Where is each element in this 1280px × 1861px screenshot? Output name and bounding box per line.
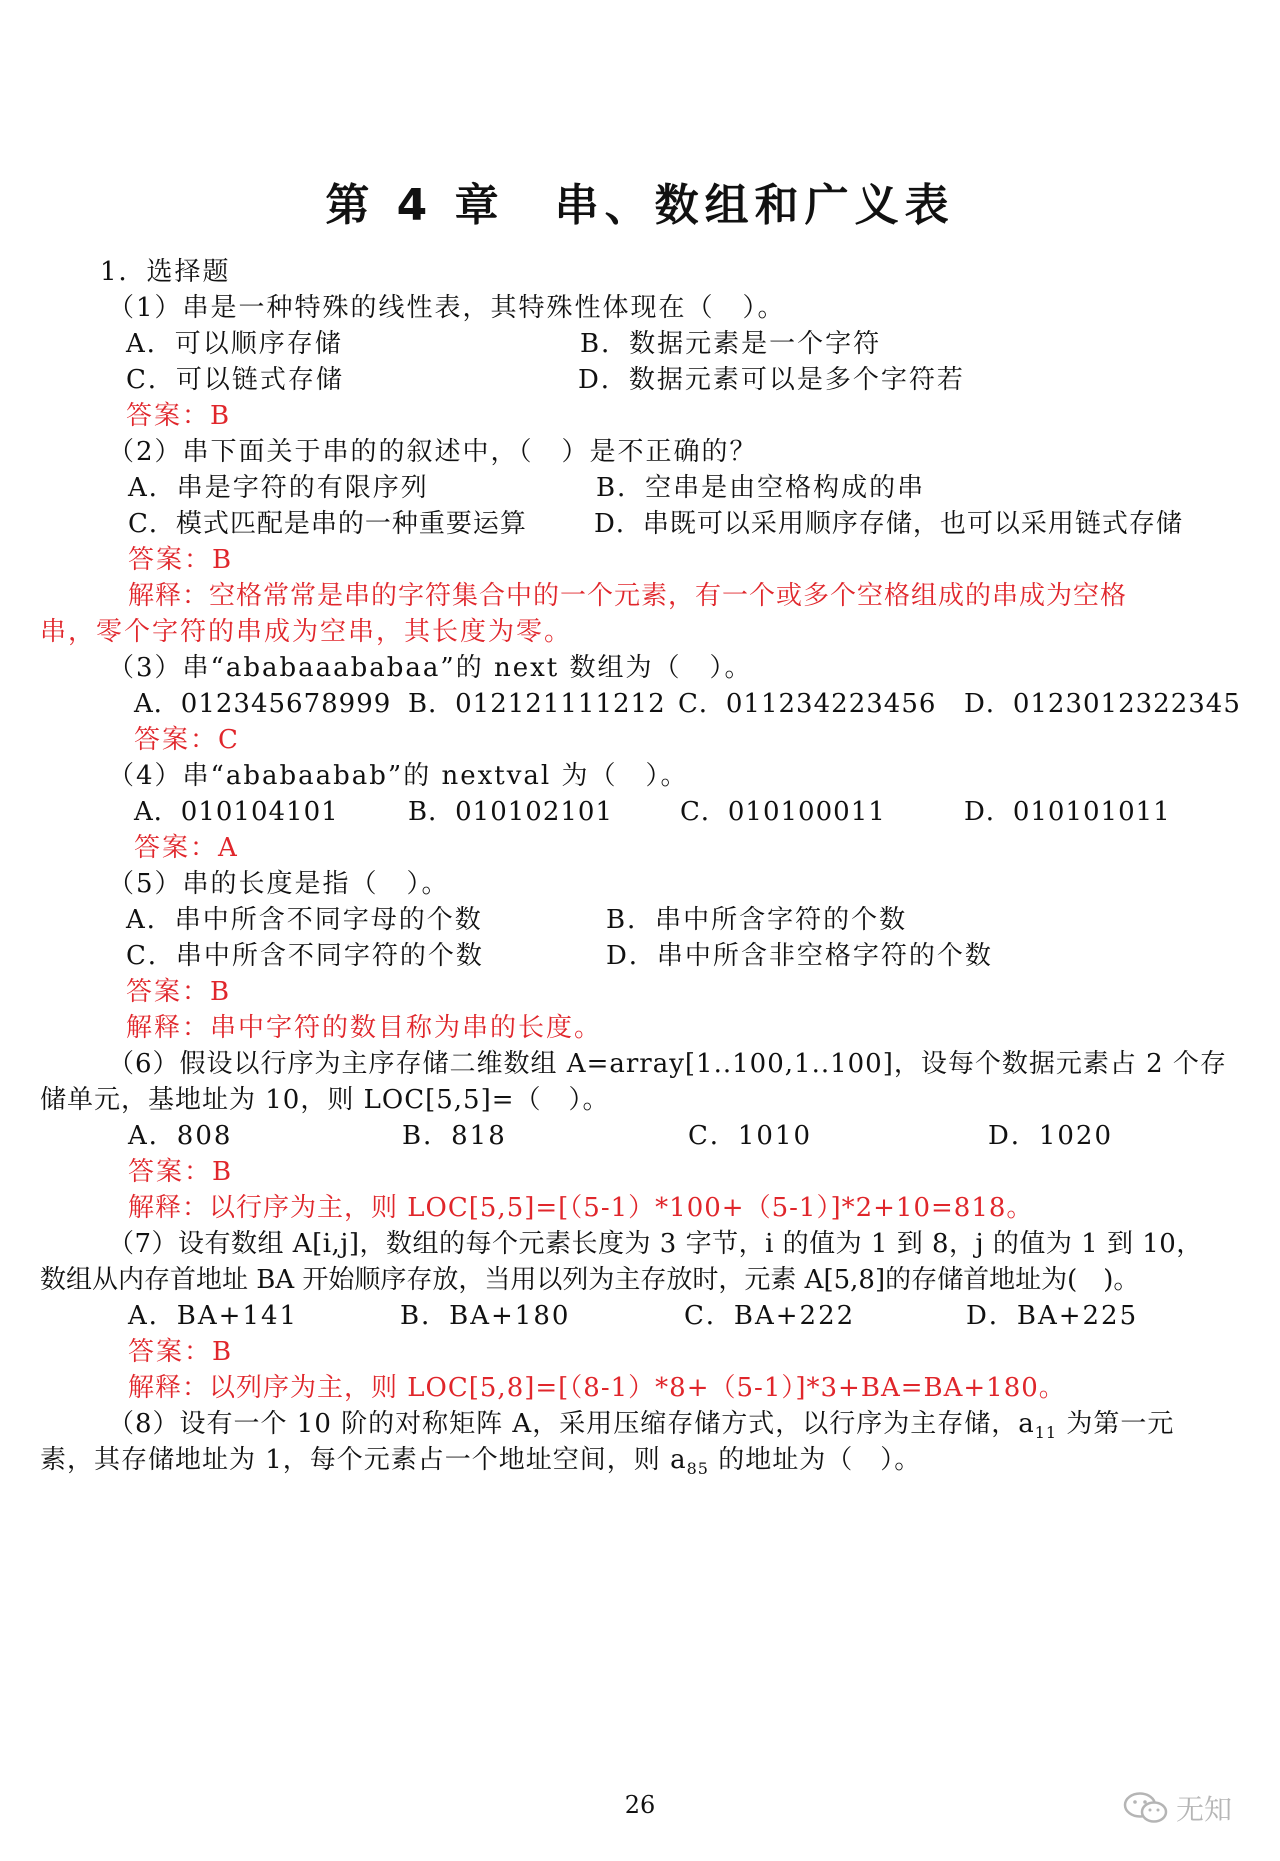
question-8-stem: （8）设有一个 10 阶的对称矩阵 A，采用压缩存储方式，以行序为主存储，$a_{11}$ 为第一元 bbox=[108, 1409, 1175, 1443]
question-2-option-c: C．模式匹配是串的一种重要运算 bbox=[128, 509, 527, 539]
question-2-option-b: B．空串是由空格构成的串 bbox=[596, 473, 926, 503]
question-1-answer: 答案：B bbox=[126, 401, 232, 431]
question-2-option-a: A．串是字符的有限序列 bbox=[128, 473, 429, 503]
question-4-option-b: B．010102101 bbox=[408, 797, 613, 827]
question-3-answer: 答案：C bbox=[134, 725, 240, 755]
question-3-option-c: C．011234223456 bbox=[678, 689, 937, 719]
question-1-option-b: B．数据元素是一个字符 bbox=[580, 329, 882, 359]
question-5-option-b: B．串中所含字符的个数 bbox=[606, 905, 908, 935]
question-2-explanation: 解释：空格常常是串的字符集合中的一个元素，有一个或多个空格组成的串成为空格 bbox=[128, 581, 1128, 611]
question-2-answer: 答案：B bbox=[128, 545, 234, 575]
question-1-option-d: D．数据元素可以是多个字符若 bbox=[578, 365, 965, 395]
question-1-option-a: A．可以顺序存储 bbox=[126, 329, 343, 359]
question-4-stem: （4）串“ababaabab”的 nextval 为（ ）。 bbox=[108, 761, 689, 791]
question-5-answer: 答案：B bbox=[126, 977, 232, 1007]
question-8-stem-continued: 素，其存储地址为 1，每个元素占一个地址空间，则 $a_{85}$ 的地址为（ ）。 bbox=[40, 1445, 922, 1479]
question-7-option-d: D．BA+225 bbox=[966, 1301, 1139, 1331]
wechat-icon bbox=[1122, 1791, 1170, 1825]
question-7-option-c: C．BA+222 bbox=[684, 1301, 856, 1331]
question-2-explanation-continued: 串，零个字符的串成为空串，其长度为零。 bbox=[40, 617, 573, 647]
question-6-stem-continued: 储单元，基地址为 10，则 LOC[5,5]=（ ）。 bbox=[40, 1085, 610, 1115]
question-7-explanation: 解释：以列序为主，则 LOC[5,8]=[（8-1）*8+（5-1）]*3+BA=BA+180。 bbox=[128, 1373, 1066, 1403]
question-1-option-c: C．可以链式存储 bbox=[126, 365, 344, 395]
question-1-stem: （1）串是一种特殊的线性表，其特殊性体现在（ ）。 bbox=[108, 293, 786, 323]
question-3-option-d: D．0123012322345 bbox=[964, 689, 1241, 719]
question-7-option-a: A．BA+141 bbox=[128, 1301, 299, 1331]
question-5-option-d: D．串中所含非空格字符的个数 bbox=[606, 941, 993, 971]
question-6-option-a: A．808 bbox=[128, 1121, 233, 1151]
question-5-stem: （5）串的长度是指（ ）。 bbox=[108, 869, 450, 899]
question-5-option-c: C．串中所含不同字符的个数 bbox=[126, 941, 484, 971]
question-3-stem: （3）串“ababaaababaa”的 next 数组为（ ）。 bbox=[108, 653, 753, 683]
question-6-option-b: B．818 bbox=[402, 1121, 507, 1151]
question-4-option-d: D．010101011 bbox=[964, 797, 1171, 827]
question-6-answer: 答案：B bbox=[128, 1157, 234, 1187]
watermark bbox=[1122, 1788, 1232, 1828]
question-6-explanation: 解释：以行序为主，则 LOC[5,5]=[（5-1）*100+（5-1）]*2+10=818。 bbox=[128, 1193, 1034, 1223]
question-3-option-b: B．012121111212 bbox=[408, 689, 666, 719]
question-4-option-c: C．010100011 bbox=[680, 797, 886, 827]
question-6-stem: （6）假设以行序为主序存储二维数组 A=array[1..100,1..100]，设每个数据元素占 2 个存 bbox=[108, 1049, 1227, 1079]
page-number: 26 bbox=[624, 1791, 656, 1819]
question-5-option-a: A．串中所含不同字母的个数 bbox=[126, 905, 483, 935]
chapter-title: 第 4 章 串、数组和广义表 bbox=[325, 180, 955, 231]
question-2-stem: （2）串下面关于串的的叙述中，（ ）是不正确的？ bbox=[108, 437, 758, 467]
question-7-option-b: B．BA+180 bbox=[400, 1301, 571, 1331]
question-4-option-a: A．010104101 bbox=[134, 797, 339, 827]
watermark-text: 无知 bbox=[1176, 1793, 1233, 1826]
question-7-answer: 答案：B bbox=[128, 1337, 234, 1367]
question-5-explanation: 解释：串中字符的数目称为串的长度。 bbox=[126, 1013, 603, 1043]
section-heading: 1．选择题 bbox=[100, 257, 231, 287]
question-7-stem: （7）设有数组 A[i,j]，数组的每个元素长度为 3 字节，i 的值为 1 到 8，j 的值为 1 到 10， bbox=[108, 1229, 1203, 1259]
question-4-answer: 答案：A bbox=[134, 833, 239, 863]
question-3-option-a: A．012345678999 bbox=[134, 689, 392, 719]
question-6-option-c: C．1010 bbox=[688, 1121, 813, 1151]
question-6-option-d: D．1020 bbox=[988, 1121, 1114, 1151]
question-7-stem-continued: 数组从内存首地址 BA 开始顺序存放，当用以列为主存放时，元素 A[5,8]的存储首地址为( )。 bbox=[40, 1265, 1140, 1295]
question-2-option-d: D．串既可以采用顺序存储，也可以采用链式存储 bbox=[594, 509, 1183, 539]
